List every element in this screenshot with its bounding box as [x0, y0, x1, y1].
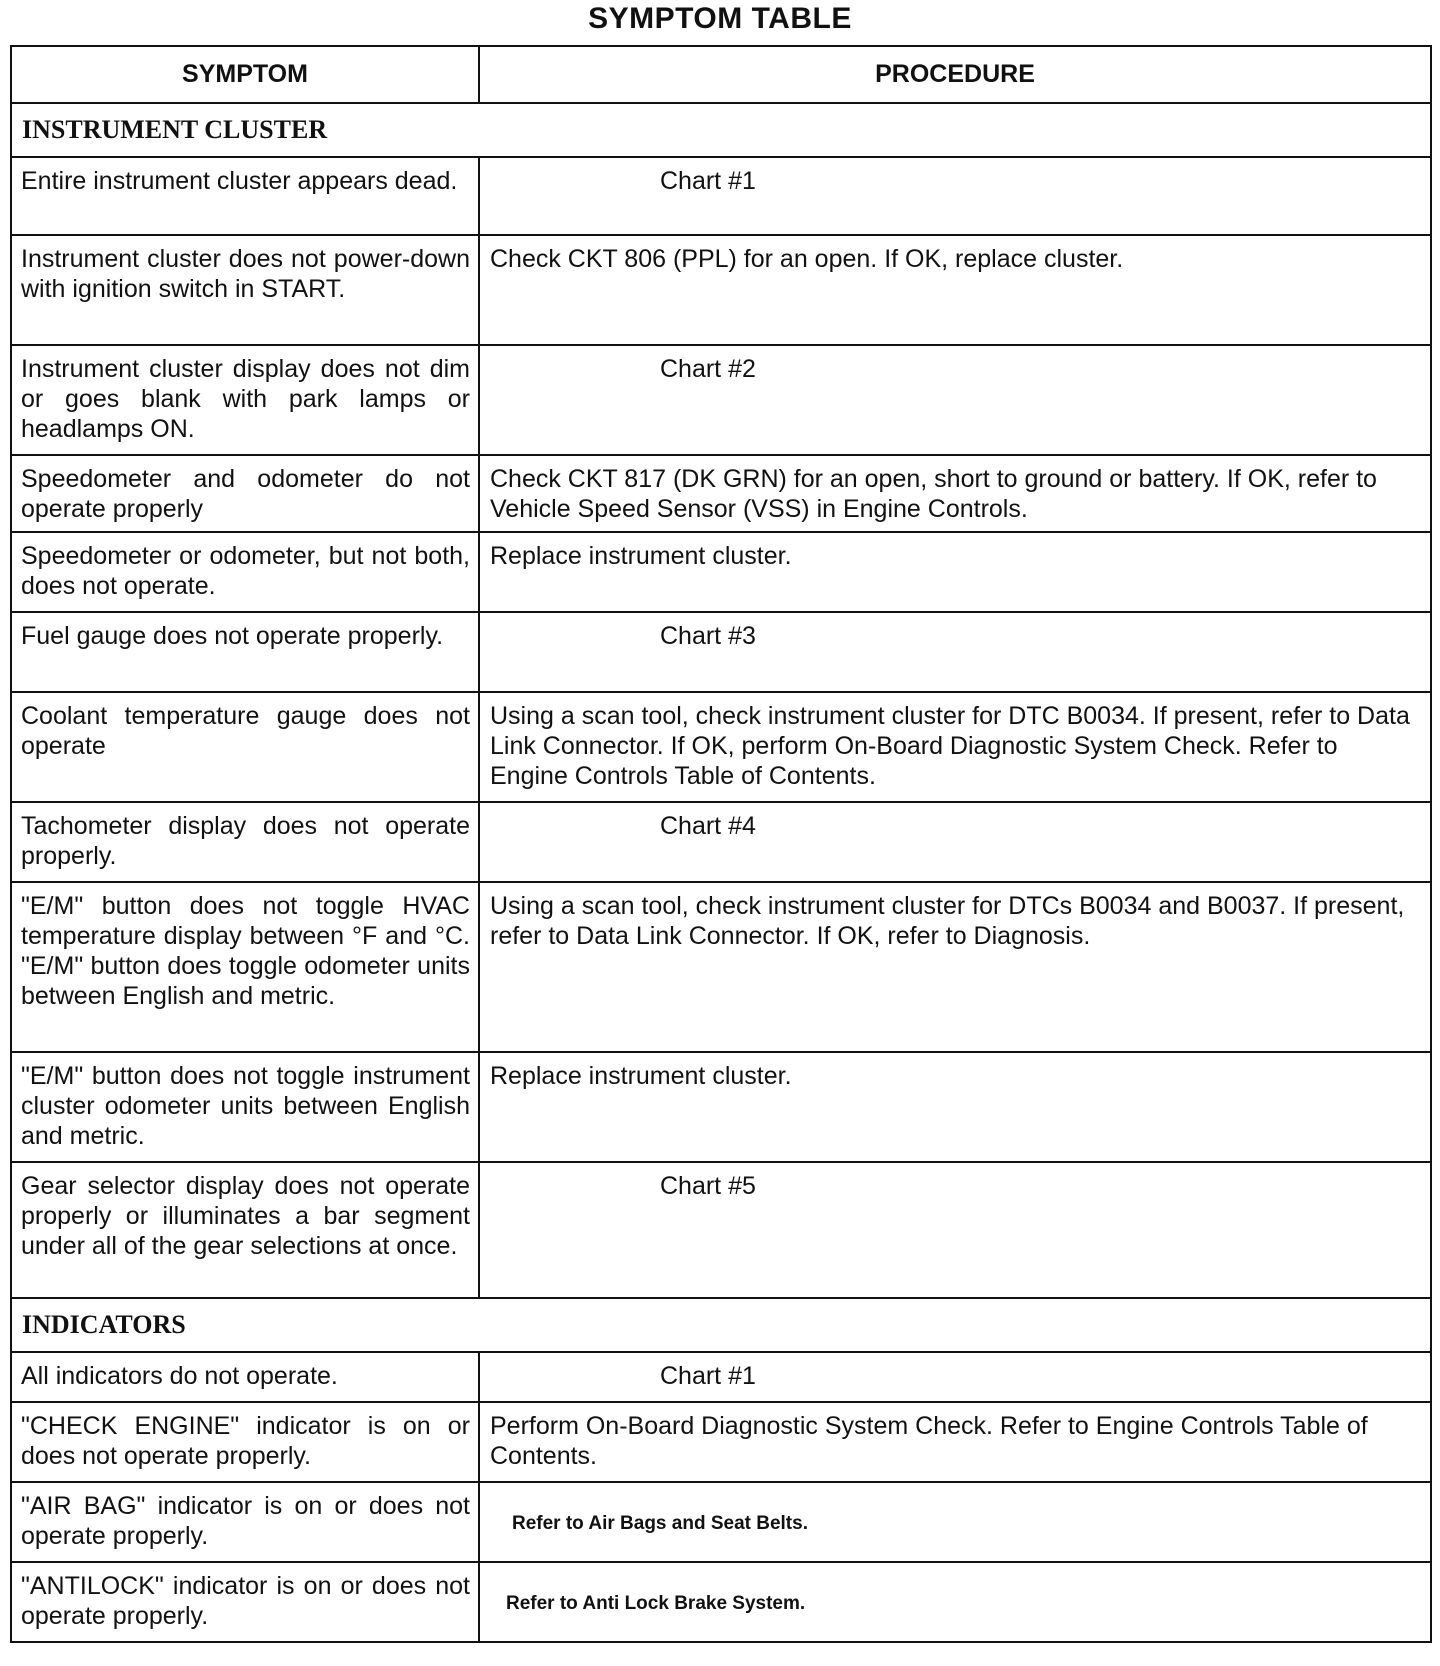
- symptom-cell: Instrument cluster does not power-down with ignition switch in START.: [11, 235, 479, 345]
- table-row: [11, 1402, 1431, 1482]
- procedure-cell: Chart #1: [479, 157, 1431, 235]
- symptom-cell: Speedometer or odometer, but not both, does not operate.: [11, 532, 479, 612]
- symptom-cell: Tachometer display does not operate properly.: [11, 802, 479, 882]
- symptom-cell: Entire instrument cluster appears dead.: [11, 157, 479, 235]
- symptom-cell: Speedometer and odometer do not operate properly: [11, 455, 479, 532]
- symptom-cell: Coolant temperature gauge does not operate: [11, 692, 479, 802]
- procedure-cell: Refer to Anti Lock Brake System.: [479, 1562, 1431, 1642]
- page-title: SYMPTOM TABLE: [588, 2, 852, 35]
- procedure-cell: Using a scan tool, check instrument cluster for DTC B0034. If present, refer to Data Link Connector. If OK, perform On-Board Diagnostic System Check. Refer to Engine Controls Table of Contents.: [479, 692, 1431, 802]
- symptom-cell: "E/M" button does not toggle HVAC temperature display between °F and °C. "E/M" button does toggle odometer units between English and metric.: [11, 882, 479, 1052]
- procedure-cell: Refer to Air Bags and Seat Belts.: [479, 1482, 1431, 1562]
- symptom-cell: Fuel gauge does not operate properly.: [11, 612, 479, 692]
- procedure-cell: Check CKT 817 (DK GRN) for an open, short to ground or battery. If OK, refer to Vehicle Speed Sensor (VSS) in Engine Controls.: [479, 455, 1431, 532]
- section-row: [11, 1298, 1431, 1352]
- procedure-cell: Replace instrument cluster.: [479, 1052, 1431, 1162]
- table-row: [11, 455, 1431, 532]
- symptom-table: [10, 45, 1432, 1643]
- procedure-cell: Check CKT 806 (PPL) for an open. If OK, replace cluster.: [479, 235, 1431, 345]
- symptom-cell: All indicators do not operate.: [11, 1352, 479, 1402]
- procedure-cell: Perform On-Board Diagnostic System Check. Refer to Engine Controls Table of Contents.: [479, 1402, 1431, 1482]
- symptom-cell: "E/M" button does not toggle instrument cluster odometer units between English and metric.: [11, 1052, 479, 1162]
- section-title: INDICATORS: [11, 1298, 1431, 1352]
- table-row: [11, 1162, 1431, 1298]
- table-row: [11, 157, 1431, 235]
- table-row: [11, 532, 1431, 612]
- procedure-cell: Chart #3: [479, 612, 1431, 692]
- table-row: [11, 1562, 1431, 1642]
- symptom-cell: "AIR BAG" indicator is on or does not operate properly.: [11, 1482, 479, 1562]
- table-row: [11, 1052, 1431, 1162]
- table-row: [11, 612, 1431, 692]
- table-row: [11, 882, 1431, 1052]
- table-row: [11, 345, 1431, 455]
- procedure-cell: Chart #4: [479, 802, 1431, 882]
- table-row: [11, 1482, 1431, 1562]
- table-row: [11, 1352, 1431, 1402]
- procedure-cell: Replace instrument cluster.: [479, 532, 1431, 612]
- symptom-cell: "ANTILOCK" indicator is on or does not operate properly.: [11, 1562, 479, 1642]
- symptom-cell: Gear selector display does not operate properly or illuminates a bar segment under all of the gear selections at once.: [11, 1162, 479, 1298]
- procedure-cell: Using a scan tool, check instrument cluster for DTCs B0034 and B0037. If present, refer to Data Link Connector. If OK, refer to Diagnosis.: [479, 882, 1431, 1052]
- symptom-cell: Instrument cluster display does not dim or goes blank with park lamps or headlamps ON.: [11, 345, 479, 455]
- symptom-column-header: SYMPTOM: [11, 46, 479, 103]
- table-row: [11, 692, 1431, 802]
- procedure-cell: Chart #5: [479, 1162, 1431, 1298]
- header-row: [11, 46, 1431, 103]
- symptom-cell: "CHECK ENGINE" indicator is on or does not operate properly.: [11, 1402, 479, 1482]
- procedure-cell: Chart #2: [479, 345, 1431, 455]
- procedure-cell: Chart #1: [479, 1352, 1431, 1402]
- section-title: INSTRUMENT CLUSTER: [11, 103, 1431, 157]
- procedure-column-header: PROCEDURE: [479, 46, 1431, 103]
- section-row: [11, 103, 1431, 157]
- table-row: [11, 802, 1431, 882]
- table-row: [11, 235, 1431, 345]
